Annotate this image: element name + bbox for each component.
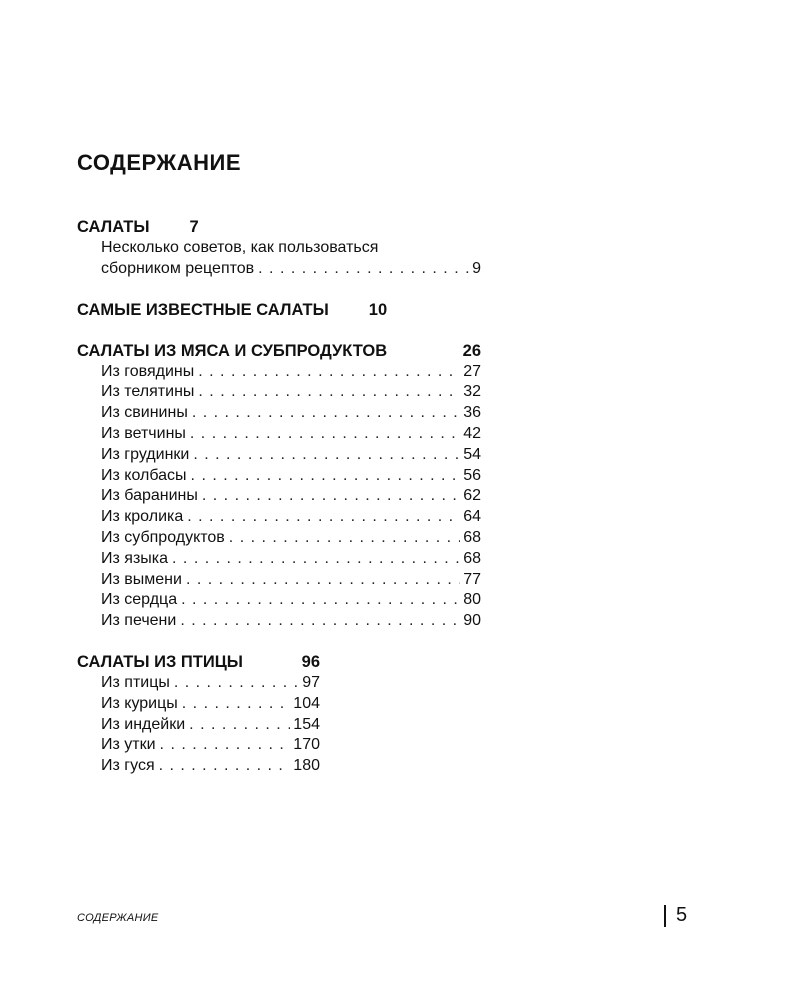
toc-entry[interactable] [101, 570, 481, 591]
entry-page-number: 64 [463, 508, 481, 526]
dot-leader [192, 403, 460, 424]
entry-label: Из вымени [101, 570, 182, 588]
section-title: САЛАТЫ [77, 218, 150, 236]
section-heading[interactable] [77, 651, 320, 673]
entry-label: Из баранины [101, 487, 198, 505]
dot-leader [182, 694, 291, 715]
entry-label: Из языка [101, 549, 169, 567]
dot-leader [159, 756, 291, 777]
section-page-number: 26 [462, 341, 481, 360]
entry-page-number: 9 [472, 259, 481, 277]
section-heading[interactable] [77, 340, 481, 362]
entry-label: Из колбасы [101, 466, 187, 484]
toc-entry[interactable] [101, 259, 481, 280]
section-heading[interactable] [77, 216, 481, 238]
toc-entry[interactable] [101, 445, 481, 466]
page-number: 5 [676, 904, 688, 926]
dot-leader [202, 486, 460, 507]
toc-entry[interactable] [101, 403, 481, 424]
page-number-divider [664, 905, 666, 927]
entry-label: Из кролика [101, 508, 184, 526]
page-title: СОДЕРЖАНИЕ [77, 150, 242, 175]
entry-page-number: 42 [463, 424, 481, 442]
toc-entry[interactable] [101, 382, 481, 403]
entry-page-number: 54 [463, 445, 481, 463]
dot-leader [160, 735, 291, 756]
toc-entry[interactable] [101, 466, 481, 487]
entry-label: Из курицы [101, 694, 178, 712]
toc-entry[interactable] [101, 715, 320, 736]
dot-leader [187, 507, 460, 528]
dot-leader [191, 466, 461, 487]
dot-leader [174, 673, 299, 694]
entry-label: сборником рецептов [101, 259, 255, 277]
entry-page-number: 170 [293, 736, 320, 754]
section-heading[interactable] [77, 299, 481, 321]
dot-leader [198, 382, 460, 403]
entry-label: Из субпродуктов [101, 528, 225, 546]
section-title: САЛАТЫ ИЗ ПТИЦЫ [77, 652, 243, 671]
entry-label: Из индейки [101, 715, 186, 733]
entry-page-number: 90 [463, 612, 481, 630]
entry-page-number: 36 [463, 404, 481, 422]
entry-page-number: 180 [293, 757, 320, 775]
toc-entry[interactable] [101, 528, 481, 549]
dot-leader [190, 424, 460, 445]
entry-label: Из печени [101, 612, 177, 630]
dot-leader [193, 445, 460, 466]
dot-leader [181, 590, 460, 611]
note-line-1: Несколько советов, как пользоваться [101, 239, 379, 256]
entry-page-number: 104 [293, 694, 320, 712]
table-of-contents [77, 216, 481, 796]
entry-page-number: 68 [463, 549, 481, 567]
entry-page-number: 97 [302, 673, 320, 691]
dot-leader [189, 715, 290, 736]
entry-page-number: 77 [463, 570, 481, 588]
dot-leader [198, 362, 460, 383]
section-page-number: 7 [189, 218, 199, 236]
section-page-number: 10 [368, 300, 388, 319]
toc-section-famous-salads [77, 299, 481, 321]
dot-leader [172, 549, 460, 570]
toc-section-meat-salads [77, 340, 481, 632]
dot-leader [180, 611, 460, 632]
entry-label: Из птицы [101, 673, 170, 691]
toc-entry[interactable] [101, 673, 320, 694]
dot-leader [258, 259, 469, 280]
entry-label: Из сердца [101, 591, 178, 609]
toc-entry[interactable] [101, 362, 481, 383]
toc-entry[interactable] [101, 611, 481, 632]
toc-entry[interactable] [101, 735, 320, 756]
entry-label: Из грудинки [101, 445, 190, 463]
toc-entry[interactable] [101, 549, 481, 570]
entry-list [77, 673, 320, 777]
entry-list [77, 362, 481, 632]
entry-page-number: 27 [463, 362, 481, 380]
entry-label: Из телятины [101, 383, 195, 401]
entry-page-number: 56 [463, 466, 481, 484]
toc-entry[interactable] [101, 424, 481, 445]
section-title: САМЫЕ ИЗВЕСТНЫЕ САЛАТЫ [77, 300, 329, 319]
toc-entry[interactable] [101, 486, 481, 507]
entry-page-number: 68 [463, 528, 481, 546]
dot-leader [229, 528, 460, 549]
toc-entry[interactable] [101, 756, 320, 777]
entry-label: Из ветчины [101, 424, 186, 442]
entry-page-number: 80 [463, 591, 481, 609]
entry-label: Из гуся [101, 757, 155, 775]
toc-section-poultry-salads [77, 651, 320, 777]
running-footer-label: СОДЕРЖАНИЕ [77, 912, 159, 924]
dot-leader [186, 570, 460, 591]
toc-entry[interactable] [101, 590, 481, 611]
entry-label: Из свинины [101, 404, 188, 422]
entry-page-number: 154 [293, 715, 320, 733]
toc-entry[interactable] [101, 507, 481, 528]
entry-page-number: 62 [463, 487, 481, 505]
page-number-block [664, 904, 687, 927]
toc-section-salads [77, 216, 481, 280]
entry-label: Из говядины [101, 362, 195, 380]
entry-page-number: 32 [463, 383, 481, 401]
entry-label: Из утки [101, 736, 156, 754]
section-title: САЛАТЫ ИЗ МЯСА И СУБПРОДУКТОВ [77, 341, 388, 360]
toc-entry[interactable] [101, 694, 320, 715]
section-page-number: 96 [301, 652, 320, 671]
